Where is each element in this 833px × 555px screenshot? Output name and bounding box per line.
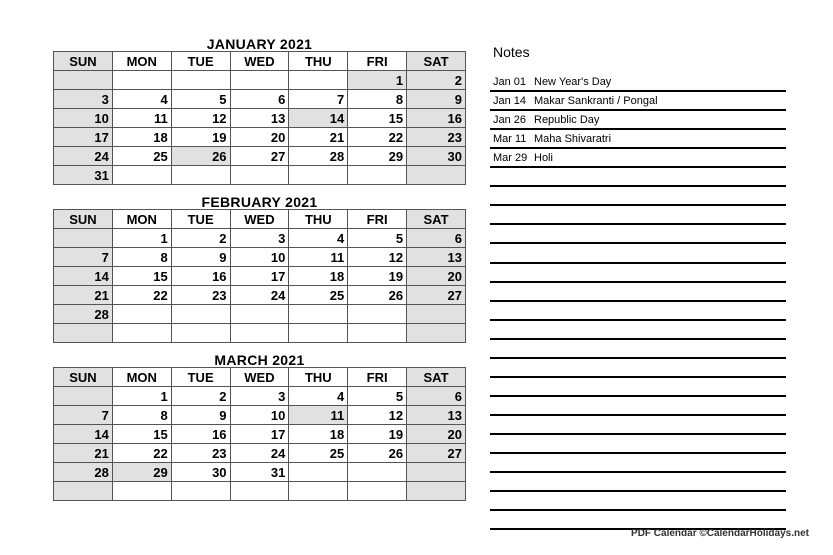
day-cell: 16 <box>171 425 230 444</box>
day-cell: 25 <box>112 147 171 166</box>
day-cell <box>348 305 407 324</box>
notes-rule-line <box>490 90 786 92</box>
note-holiday-name: New Year's Day <box>534 76 612 88</box>
day-cell: 9 <box>171 406 230 425</box>
day-cell: 24 <box>54 147 113 166</box>
day-cell: 17 <box>230 267 289 286</box>
weekday-header: MON <box>112 52 171 71</box>
weekday-header: MON <box>112 210 171 229</box>
day-cell: 14 <box>289 109 348 128</box>
day-cell: 21 <box>54 286 113 305</box>
day-cell <box>348 482 407 501</box>
notes-rule-line <box>490 471 786 473</box>
notes-rule-line <box>490 319 786 321</box>
weekday-header: SUN <box>54 210 113 229</box>
day-cell: 12 <box>348 248 407 267</box>
note-entry <box>493 95 658 108</box>
day-cell: 5 <box>171 90 230 109</box>
day-cell: 2 <box>171 387 230 406</box>
day-cell: 1 <box>112 387 171 406</box>
weekday-header: WED <box>230 52 289 71</box>
weekday-header: FRI <box>348 210 407 229</box>
day-cell: 3 <box>230 229 289 248</box>
note-date: Mar 29 <box>493 152 528 165</box>
day-cell: 13 <box>407 248 466 267</box>
day-cell: 13 <box>407 406 466 425</box>
note-entry <box>493 133 611 146</box>
notes-rule-line <box>490 204 786 206</box>
weekday-header: TUE <box>171 52 230 71</box>
day-cell: 12 <box>348 406 407 425</box>
month-grid <box>53 51 466 185</box>
notes-rule-line <box>490 281 786 283</box>
weekday-header: SAT <box>407 52 466 71</box>
weekday-header: TUE <box>171 368 230 387</box>
day-cell: 29 <box>112 463 171 482</box>
week-row <box>54 444 466 463</box>
day-cell: 26 <box>171 147 230 166</box>
weekday-header: TUE <box>171 210 230 229</box>
day-cell: 5 <box>348 387 407 406</box>
note-date: Jan 01 <box>493 76 527 88</box>
day-cell: 17 <box>54 128 113 147</box>
day-cell: 22 <box>348 128 407 147</box>
month-title: JANUARY 2021 <box>206 36 313 52</box>
day-cell: 4 <box>289 229 348 248</box>
day-cell: 1 <box>348 71 407 90</box>
notes-rule-line <box>490 147 786 149</box>
day-cell: 30 <box>407 147 466 166</box>
week-row <box>54 406 466 425</box>
notes-rule-line <box>490 109 786 111</box>
weekday-header: SUN <box>54 368 113 387</box>
note-holiday-name: Makar Sankranti / Pongal <box>534 95 658 107</box>
notes-rule-line <box>490 357 786 359</box>
day-cell: 18 <box>112 128 171 147</box>
notes-rule-line <box>490 262 786 264</box>
weekday-header: WED <box>230 210 289 229</box>
day-cell <box>230 324 289 343</box>
day-cell: 3 <box>230 387 289 406</box>
day-cell: 26 <box>348 286 407 305</box>
notes-rule-line <box>490 300 786 302</box>
day-cell <box>112 166 171 185</box>
week-row <box>54 229 466 248</box>
day-cell: 14 <box>54 267 113 286</box>
day-cell <box>348 166 407 185</box>
day-cell <box>230 482 289 501</box>
day-cell: 14 <box>54 425 113 444</box>
day-cell: 10 <box>54 109 113 128</box>
month-grid <box>53 367 466 501</box>
day-cell: 8 <box>348 90 407 109</box>
week-row <box>54 71 466 90</box>
notes-rule-line <box>490 395 786 397</box>
weekday-header: THU <box>289 210 348 229</box>
week-row <box>54 286 466 305</box>
weekday-header: SAT <box>407 368 466 387</box>
day-cell <box>54 229 113 248</box>
day-cell: 7 <box>54 248 113 267</box>
day-cell: 25 <box>289 444 348 463</box>
week-row <box>54 128 466 147</box>
day-cell <box>289 166 348 185</box>
day-cell <box>348 324 407 343</box>
note-holiday-name: Maha Shivaratri <box>534 133 612 146</box>
day-cell <box>54 71 113 90</box>
notes-rule-line <box>490 452 786 454</box>
day-cell: 9 <box>407 90 466 109</box>
day-cell: 19 <box>348 425 407 444</box>
notes-rule-line <box>490 509 786 511</box>
day-cell: 27 <box>407 444 466 463</box>
day-cell: 27 <box>230 147 289 166</box>
month-grid <box>53 209 466 343</box>
day-cell: 28 <box>54 305 113 324</box>
day-cell: 28 <box>289 147 348 166</box>
day-cell: 23 <box>171 444 230 463</box>
day-cell: 15 <box>348 109 407 128</box>
day-cell: 15 <box>112 425 171 444</box>
week-row <box>54 463 466 482</box>
weekday-header-row <box>54 210 466 229</box>
day-cell <box>407 305 466 324</box>
note-holiday-name: Holi <box>534 152 553 165</box>
day-cell: 18 <box>289 425 348 444</box>
day-cell <box>112 324 171 343</box>
day-cell: 7 <box>54 406 113 425</box>
notes-rule-line <box>490 338 786 340</box>
day-cell: 11 <box>289 248 348 267</box>
notes-rule-line <box>490 185 786 187</box>
day-cell <box>289 324 348 343</box>
weekday-header-row <box>54 52 466 71</box>
day-cell <box>289 71 348 90</box>
week-row <box>54 324 466 343</box>
day-cell: 8 <box>112 248 171 267</box>
month-title: MARCH 2021 <box>214 352 305 368</box>
day-cell <box>54 482 113 501</box>
day-cell: 15 <box>112 267 171 286</box>
notes-rule-line <box>490 376 786 378</box>
day-cell: 24 <box>230 286 289 305</box>
note-entry <box>493 152 553 165</box>
day-cell <box>348 463 407 482</box>
week-row <box>54 267 466 286</box>
day-cell: 28 <box>54 463 113 482</box>
day-cell: 4 <box>289 387 348 406</box>
day-cell: 6 <box>407 229 466 248</box>
day-cell: 16 <box>171 267 230 286</box>
day-cell: 16 <box>407 109 466 128</box>
day-cell: 26 <box>348 444 407 463</box>
note-holiday-name: Republic Day <box>534 114 600 127</box>
day-cell: 19 <box>171 128 230 147</box>
day-cell <box>230 166 289 185</box>
day-cell <box>112 71 171 90</box>
notes-rule-line <box>490 166 786 168</box>
weekday-header-row <box>54 368 466 387</box>
weekday-header: SUN <box>54 52 113 71</box>
day-cell: 8 <box>112 406 171 425</box>
weekday-header: MON <box>112 368 171 387</box>
weekday-header: FRI <box>348 52 407 71</box>
notes-rule-line <box>490 433 786 435</box>
day-cell: 29 <box>348 147 407 166</box>
day-cell <box>171 324 230 343</box>
day-cell: 6 <box>230 90 289 109</box>
day-cell: 30 <box>171 463 230 482</box>
weekday-header: FRI <box>348 368 407 387</box>
day-cell: 12 <box>171 109 230 128</box>
day-cell: 21 <box>54 444 113 463</box>
day-cell: 24 <box>230 444 289 463</box>
day-cell: 10 <box>230 406 289 425</box>
notes-rule-line <box>490 128 786 130</box>
week-row <box>54 248 466 267</box>
day-cell: 5 <box>348 229 407 248</box>
notes-rule-line <box>490 414 786 416</box>
day-cell: 31 <box>230 463 289 482</box>
week-row <box>54 147 466 166</box>
day-cell: 31 <box>54 166 113 185</box>
day-cell: 3 <box>54 90 113 109</box>
day-cell: 27 <box>407 286 466 305</box>
week-row <box>54 166 466 185</box>
day-cell <box>289 463 348 482</box>
day-cell <box>171 305 230 324</box>
weekday-header: THU <box>289 52 348 71</box>
note-entry <box>493 76 611 89</box>
day-cell: 18 <box>289 267 348 286</box>
day-cell: 22 <box>112 286 171 305</box>
notes-title: Notes <box>493 44 530 60</box>
day-cell: 10 <box>230 248 289 267</box>
day-cell: 20 <box>407 267 466 286</box>
day-cell <box>289 305 348 324</box>
day-cell: 1 <box>112 229 171 248</box>
day-cell: 11 <box>112 109 171 128</box>
week-row <box>54 305 466 324</box>
day-cell: 20 <box>230 128 289 147</box>
day-cell: 11 <box>289 406 348 425</box>
week-row <box>54 387 466 406</box>
note-date: Mar 11 <box>493 133 527 146</box>
day-cell: 19 <box>348 267 407 286</box>
day-cell: 22 <box>112 444 171 463</box>
day-cell <box>230 305 289 324</box>
day-cell: 20 <box>407 425 466 444</box>
day-cell <box>171 71 230 90</box>
weekday-header: THU <box>289 368 348 387</box>
day-cell: 6 <box>407 387 466 406</box>
day-cell <box>171 166 230 185</box>
day-cell <box>54 387 113 406</box>
footer-credit: PDF Calendar ©CalendarHolidays.net <box>631 528 809 539</box>
month-title: FEBRUARY 2021 <box>201 194 318 210</box>
day-cell: 23 <box>407 128 466 147</box>
notes-rule-line <box>490 223 786 225</box>
week-row <box>54 109 466 128</box>
day-cell: 2 <box>407 71 466 90</box>
note-entry <box>493 114 599 127</box>
day-cell: 17 <box>230 425 289 444</box>
day-cell <box>230 71 289 90</box>
day-cell: 9 <box>171 248 230 267</box>
day-cell: 25 <box>289 286 348 305</box>
week-row <box>54 482 466 501</box>
day-cell: 21 <box>289 128 348 147</box>
note-date: Jan 14 <box>493 95 527 107</box>
day-cell <box>407 166 466 185</box>
week-row <box>54 90 466 109</box>
day-cell <box>171 482 230 501</box>
week-row <box>54 425 466 444</box>
day-cell <box>407 482 466 501</box>
day-cell: 7 <box>289 90 348 109</box>
notes-rule-line <box>490 490 786 492</box>
day-cell: 2 <box>171 229 230 248</box>
notes-rule-line <box>490 242 786 244</box>
day-cell: 23 <box>171 286 230 305</box>
weekday-header: WED <box>230 368 289 387</box>
day-cell <box>54 324 113 343</box>
day-cell <box>112 482 171 501</box>
note-date: Jan 26 <box>493 114 527 127</box>
day-cell: 4 <box>112 90 171 109</box>
day-cell: 13 <box>230 109 289 128</box>
day-cell <box>407 324 466 343</box>
day-cell <box>112 305 171 324</box>
day-cell <box>407 463 466 482</box>
day-cell <box>289 482 348 501</box>
weekday-header: SAT <box>407 210 466 229</box>
